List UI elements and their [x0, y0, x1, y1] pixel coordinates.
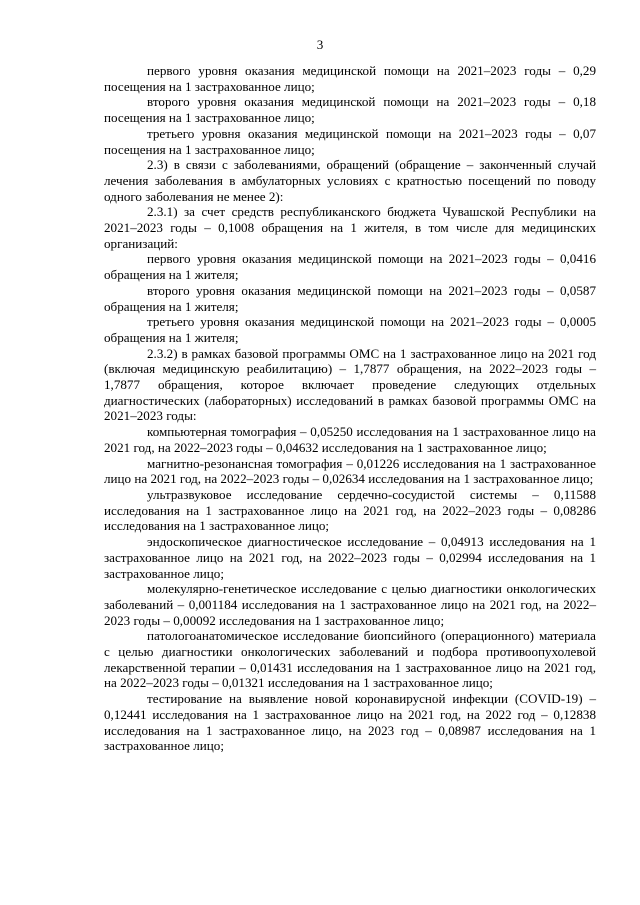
paragraph-ultrasound: ультразвуковое исследование сердечно-сосудистой системы – 0,11588 исследования на 1 застрахованное лицо на 2021 год, на 2022–2023 годы – 0,08286 исследования на 1 застрахованное лицо;	[104, 486, 596, 534]
paragraph-molecular-genetic: молекулярно-генетическое исследование с целью диагностики онкологических заболеваний – 0,001184 исследования на 1 застрахованное лицо на 2021 год, на 2022–2023 годы – 0,00092 исследования на 1 застрахованное лицо;	[104, 581, 596, 628]
paragraph-appeals-level2: второго уровня оказания медицинской помощи на 2021–2023 годы – 0,0587 обращения на 1 жителя;	[104, 282, 596, 314]
paragraph-covid-testing: тестирование на выявление новой коронавирусной инфекции (COVID-19) – 0,12441 исследования на 1 застрахованное лицо на 2021 год, на 2022 год – 0,12838 исследования на 1 застрахованное лицо, на 2023 год – 0,08987 исследования на 1 застрахованное лицо;	[104, 691, 596, 754]
page-number: 3	[316, 37, 324, 52]
paragraph-2-3-1: 2.3.1) за счет средств республиканского бюджета Чувашской Республики на 2021–2023 годы – 0,1008 обращения на 1 жителя, в том числе для медицинских организаций:	[104, 204, 596, 251]
paragraph-ct: компьютерная томография – 0,05250 исследования на 1 застрахованное лицо на 2021 год, на 2022–2023 годы – 0,04632 исследования на 1 застрахованное лицо;	[104, 424, 596, 455]
paragraph-mri: магнитно-резонансная томография – 0,01226 исследования на 1 застрахованное лицо на 2021 год, на 2022–2023 годы – 0,02634 исследования на 1 застрахованное лицо;	[104, 455, 596, 487]
paragraph-endoscopy: эндоскопическое диагностическое исследование – 0,04913 исследования на 1 застрахованное лицо на 2021 год, на 2022–2023 годы – 0,02994 исследования на 1 застрахованное лицо;	[104, 534, 596, 581]
paragraph-visits-level2: второго уровня оказания медицинской помощи на 2021–2023 годы – 0,18 посещения на 1 застрахованное лицо;	[104, 94, 596, 126]
paragraph-2-3: 2.3) в связи с заболеваниями, обращений (обращение – законченный случай лечения заболевания в амбулаторных условиях с кратностью посещений по поводу одного заболевания не менее 2):	[104, 157, 596, 204]
document-body	[104, 63, 596, 754]
paragraph-appeals-level3: третьего уровня оказания медицинской помощи на 2021–2023 годы – 0,0005 обращения на 1 жителя;	[104, 314, 596, 345]
paragraph-appeals-level1: первого уровня оказания медицинской помощи на 2021–2023 годы – 0,0416 обращения на 1 жителя;	[104, 251, 596, 283]
paragraph-visits-level3: третьего уровня оказания медицинской помощи на 2021–2023 годы – 0,07 посещения на 1 застрахованное лицо;	[104, 125, 596, 157]
paragraph-pathology: патологоанатомическое исследование биопсийного (операционного) материала с целью диагностики онкологических заболеваний и подбора противоопухолевой лекарственной терапии – 0,01431 исследования на 1 застрахованное лицо на 2021 год, на 2022–2023 годы – 0,01321 исследования на 1 застрахованное лицо;	[104, 628, 596, 691]
paragraph-2-3-2: 2.3.2) в рамках базовой программы ОМС на 1 застрахованное лицо на 2021 год (включая медицинскую реабилитацию) – 1,7877 обращения, на 2022–2023 годы – 1,7877 обращения, которое включает проведение следующих отдельных диагностических (лабораторных) исследований в рамках базовой программы ОМС на 2021–2023 годы:	[104, 345, 596, 424]
paragraph-visits-level1: первого уровня оказания медицинской помощи на 2021–2023 годы – 0,29 посещения на 1 застрахованное лицо;	[104, 63, 596, 94]
